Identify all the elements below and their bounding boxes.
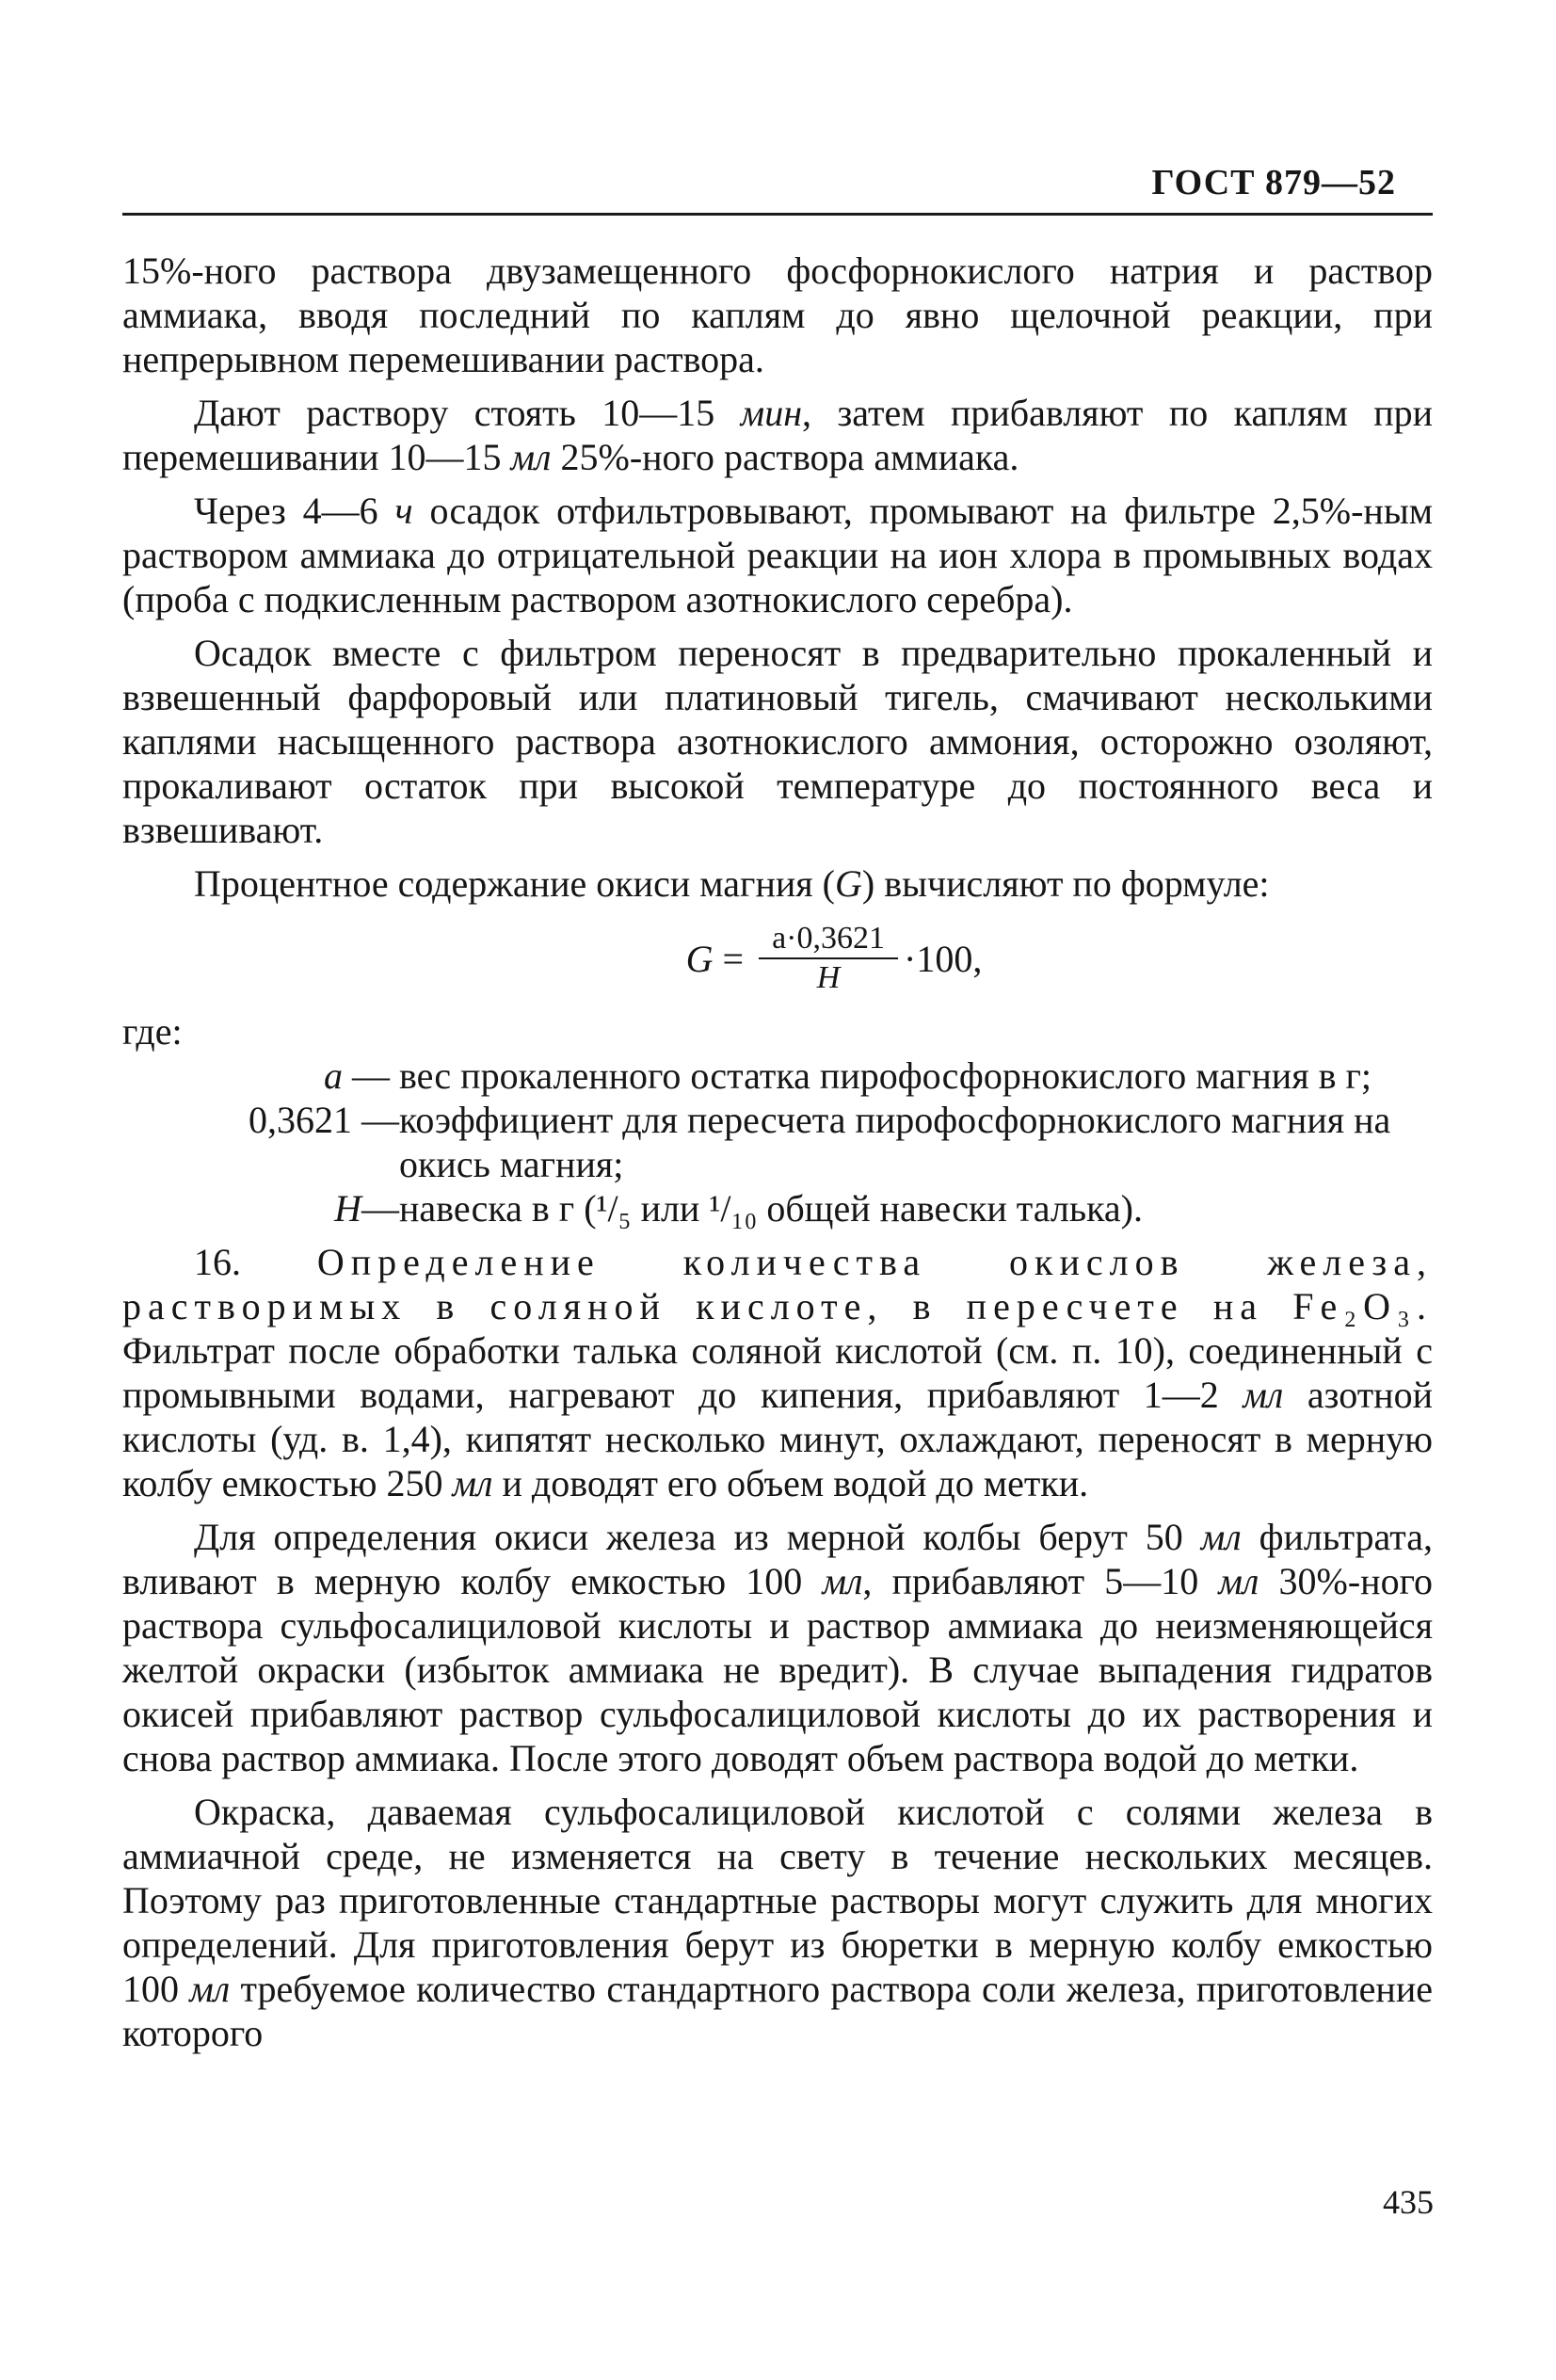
formula-numerator: a·0,3621 <box>759 920 898 959</box>
where-label: где: <box>122 1010 183 1053</box>
formula-denominator: H <box>816 960 841 995</box>
definition-h: H— навеска в г (¹/₅ или ¹/₁₀ общей навески талька). <box>122 1186 1433 1230</box>
definition-coefficient: 0,3621 — коэффициент для пересчета пирофосфорнокислого магния на окись магния; <box>122 1098 1433 1186</box>
formula-rhs: ·100, <box>904 937 983 980</box>
definition-a: a — вес прокаленного остатка пирофосфорнокислого магния в г; <box>122 1053 1433 1098</box>
definition-term: H <box>334 1187 361 1230</box>
section-16: 16. Определение количества окислов железа, растворимых в соляной кислоте, в пересчете на Fe₂O₃. Фильтрат после обработки талька соляной кислотой (см. п. 10), соединенный с промывными водами, нагревают до кипения, прибавляют 1—2 мл азотной кислоты (уд. в. 1,4), кипятят несколько минут, охлаждают, переносят в мерную колбу емкостью 250 мл и доводят его объем водой до метки. <box>122 1241 1433 1504</box>
header-rule <box>122 213 1433 216</box>
document-header: ГОСТ 879—52 <box>1151 163 1396 202</box>
formula-lhs: G <box>685 937 714 980</box>
definition-desc: коэффициент для пересчета пирофосфорнокислого магния на окись магния; <box>399 1099 1391 1185</box>
page-number: 435 <box>1383 2183 1434 2221</box>
formula <box>235 909 1433 1007</box>
definition-desc: навеска в г (¹/₅ или ¹/₁₀ общей навески талька). <box>399 1187 1143 1230</box>
formula-eq: = <box>713 937 754 980</box>
paragraph-8: Окраска, даваемая сульфосалициловой кислотой с солями железа в аммиачной среде, не изменяется на свету в течение нескольких месяцев. Поэтому раз приготовленные стандартные растворы могут служить для многих определений. Для приготовления берут из бюретки в мерную колбу емкостью 100 мл требуемое количество стандартного раствора соли железа, приготовление которого <box>122 1791 1433 2054</box>
section-number: 16. <box>194 1241 241 1283</box>
paragraph-3: Через 4—6 ч осадок отфильтровывают, промывают на фильтре 2,5%-ным раствором аммиака до отрицательной реакции на ион хлора в промывных водах (проба с подкисленным раствором азотнокислого серебра). <box>122 490 1433 620</box>
section-title: Определение количества окислов железа, растворимых в соляной кислоте, в пересчете на Fe₂O₃. <box>122 1241 1433 1327</box>
paragraph-5: Процентное содержание окиси магния (G) вычисляют по формуле: <box>194 862 1270 905</box>
paragraph-2: Дают раствору стоять 10—15 мин, затем прибавляют по каплям при перемешивании 10—15 мл 25%-ного раствора аммиака. <box>122 392 1434 478</box>
definition-term: a <box>324 1054 343 1097</box>
paragraph-1: 15%-ного раствора двузамещенного фосфорнокислого натрия и раствор аммиака, вводя последний по каплям до явно щелочной реакции, при непрерывном перемешивании раствора. <box>122 249 1433 380</box>
paragraph-4: Осадок вместе с фильтром переносят в предварительно прокаленный и взвешенный фарфоровый или платиновый тигель, смачивают несколькими каплями насыщенного раствора азотнокислого аммония, осторожно озоляют, прокаливают остаток при высокой температуре до постоянного веса и взвешивают. <box>122 632 1433 851</box>
definition-term: 0,3621 <box>249 1099 352 1141</box>
definition-desc: вес прокаленного остатка пирофосфорнокислого магния в г; <box>399 1054 1372 1097</box>
paragraph-7: Для определения окиси железа из мерной колбы берут 50 мл фильтрата, вливают в мерную колбу емкостью 100 мл, прибавляют 5—10 мл 30%-ного раствора сульфосалициловой кислоты и раствор аммиака до неизменяющейся желтой окраски (избыток аммиака не вредит). В случае выпадения гидратов окисей прибавляют раствор сульфосалициловой кислоты до их растворения и снова раствор аммиака. После этого доводят объем раствора водой до метки. <box>122 1516 1434 1779</box>
page-content <box>122 249 1433 2055</box>
formula-fraction <box>759 920 898 997</box>
